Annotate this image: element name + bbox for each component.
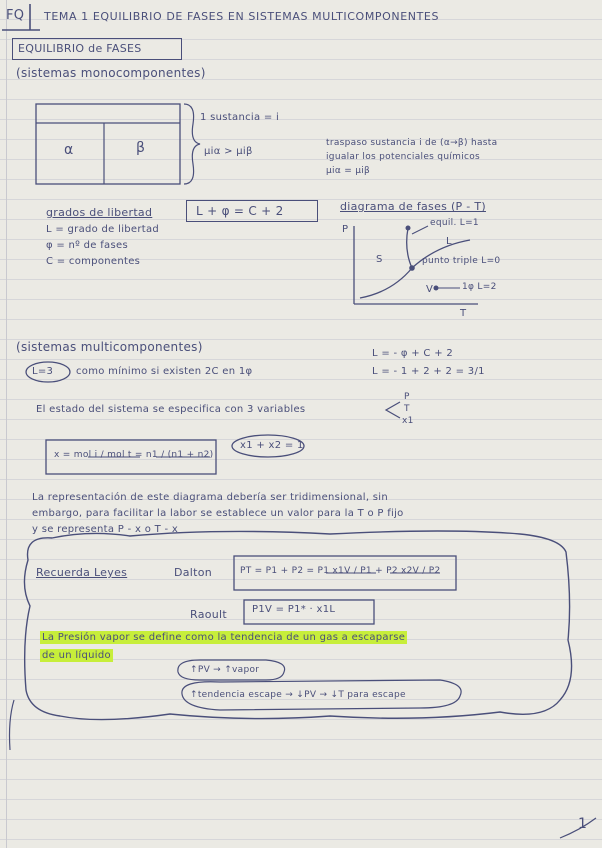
vapor-pressure-definition: [40, 632, 407, 643]
condition-potential: μiα > μiβ: [204, 146, 253, 157]
brace: [184, 104, 200, 184]
diagram-x-label: T: [460, 308, 467, 319]
raoult-label: Raoult: [190, 608, 228, 621]
def-phi: φ = nº de fases: [46, 240, 128, 251]
var-temperature: T: [404, 404, 410, 414]
gibbs-label: grados de libertad: [46, 206, 153, 219]
equil-label: equil. L=1: [430, 218, 479, 228]
transfer-line2: igualar los potenciales químicos: [326, 152, 481, 162]
region-solid: S: [376, 254, 383, 265]
paragraph-line2: embargo, para facilitar la labor se establece un valor para la T o P fijo: [32, 508, 404, 519]
paragraph-line3: y se representa P - x o T - x: [32, 524, 179, 535]
remember-laws: Recuerda Leyes: [36, 566, 128, 579]
arrow-relation2: ↑tendencia escape → ↓PV → ↓T para escape: [190, 690, 406, 700]
course-code: FQ: [6, 8, 25, 23]
vapor-curve: [360, 240, 470, 298]
dalton-formula: PT = P1 + P2 = P1 x1V / P1 + P2 x2V / P2: [240, 566, 441, 576]
triple-label: punto triple L=0: [422, 256, 501, 266]
state-text: El estado del sistema se especifica con 3 variables: [36, 404, 306, 415]
phase-beta-label: β: [136, 140, 146, 156]
phase-box: [36, 104, 180, 184]
vapor-pressure-definition-cont: [40, 650, 113, 661]
transfer-line1: traspaso sustancia i de (α→β) hasta: [326, 138, 498, 148]
def-l: L = grado de libertad: [46, 224, 160, 235]
phase-alpha-label: α: [64, 142, 74, 158]
l3-label: L=3: [32, 366, 54, 377]
mole-fraction-formula: x = mol i / mol t = n1 / (n1 + n2): [54, 450, 214, 460]
section-title: EQUILIBRIO de FASES: [18, 42, 142, 55]
diagram-y-label: P: [342, 224, 349, 235]
section-subtitle: (sistemas monocomponentes): [16, 66, 206, 80]
raoult-formula: P1V = P1* · x1L: [252, 604, 336, 615]
transfer-line3: μiα = μiβ: [326, 166, 371, 176]
diagram-title: diagrama de fases (P - T): [340, 200, 486, 213]
var-mole-fraction: x1: [402, 416, 414, 426]
region-vapor: V: [426, 284, 434, 295]
arrow-relation1: ↑PV → ↑vapor: [190, 665, 260, 675]
page-title: TEMA 1 EQUILIBRIO DE FASES EN SISTEMAS MULTICOMPONENTES: [44, 10, 440, 23]
mole-sum: x1 + x2 = 1: [240, 440, 304, 451]
triple-point: [409, 265, 415, 271]
one-phase-label: 1φ L=2: [462, 282, 497, 292]
l3-text: como mínimo si existen 2C en 1φ: [76, 366, 253, 377]
highlight-line1: La Presión vapor se define como la tendencia de un gas a escaparse: [42, 632, 406, 643]
multicomponent-subtitle: (sistemas multicomponentes): [16, 340, 203, 354]
var-pressure: P: [404, 392, 410, 402]
dalton-label: Dalton: [174, 566, 213, 579]
highlight-line2: de un líquido: [42, 650, 111, 661]
page-number: 1: [578, 816, 588, 832]
condition-substance: 1 sustancia = i: [200, 112, 280, 123]
fusion-curve: [407, 228, 412, 268]
def-c: C = componentes: [46, 256, 141, 267]
gibbs-eq1: L = - φ + C + 2: [372, 348, 454, 359]
region-liquid: L: [446, 236, 452, 247]
gibbs-formula: L + φ = C + 2: [196, 204, 284, 218]
paragraph-line1: La representación de este diagrama debería ser tridimensional, sin: [32, 492, 389, 503]
gibbs-eq2: L = - 1 + 2 + 2 = 3/1: [372, 366, 485, 377]
